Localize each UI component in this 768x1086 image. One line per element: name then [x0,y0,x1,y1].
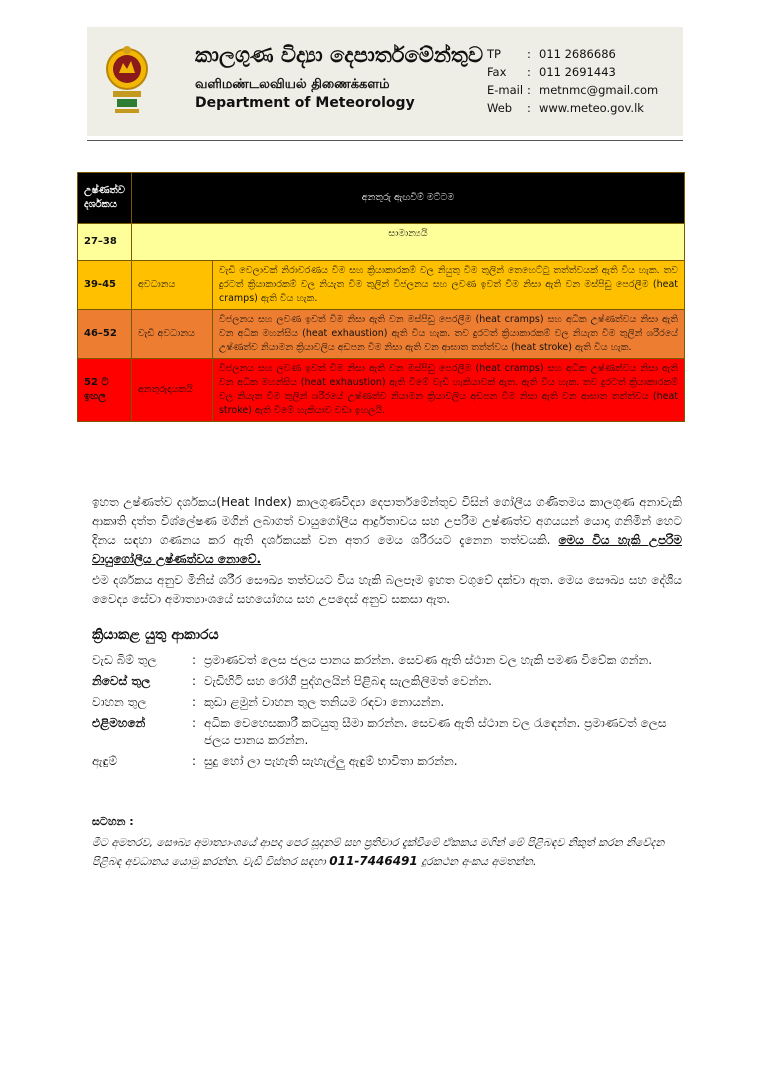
action-key: වාහන තුල [92,695,147,709]
desc-cell: විජලනය සහ ලවණ ඉවත් වීම නිසා ඇති වන මස්පිඩු පෙරලීම (heat cramps) සහ අධික උෂ්ණත්වය නිසා ඇති වන අධික මහන්සිය (heat exhaustion) ඇති වීමේ වැඩි හැකියාවක් ඇත. ඇති විය හැක. තව දුරටත් ක්‍රියාකාරකම් වල නියැත වීම තුලින් ශරීරයේ උෂ්ණත්ව නියාමන ක්‍රියාවලිය අඩපන වීම නිසා ඇති වන ආඝාත තත්ත්වය (heat stroke) ඇති වීමේ හැකියාව වඩා ඉහලයි. [212,359,684,422]
level-cell: වැඩි අවධානය [131,310,212,359]
heat-index-explanation [92,493,682,569]
email-link[interactable]: metnmc@gmail.com [539,83,659,97]
contact-label: E-mail [487,83,524,97]
government-emblem-icon [105,39,149,117]
list-item: එළිමහනේ : අධික වෙහෙසකාරී කටයුතු සීමා කරන්න. සෙවණ ඇති ස්ථාන වල රැඳෙන්න. ප්‍රමාණවත් ලෙස ජලය පානය කරන්න. [92,715,682,749]
range-cell: 27–38 [78,224,132,261]
list-item: නිවෙස් තුල : වැඩිහිටි සහ රෝගී පුද්ගලයින් පිළිබඳ සැලකිලිමත් වෙන්න. [92,673,682,690]
website-link[interactable]: www.meteo.gov.lk [539,101,644,115]
table-row [78,359,685,422]
contact-row: Web : www.meteo.gov.lk [487,101,644,115]
table-header-row [78,173,685,224]
action-key: එළිමහනේ [92,716,146,730]
action-text: කුඩා ළමුන් වාහන තුල තනියම රඳවා නොයන්න. [204,695,445,709]
action-key: නිවෙස් තුල [92,674,151,688]
contact-label: TP [487,47,501,61]
level-cell: අවධානය [131,261,212,310]
fax-value: 011 2691443 [539,65,616,79]
contact-row: Fax : 011 2691443 [487,65,616,79]
org-name-sinhala: කාලගුණ විද්‍යා දෙපාර්තමේන්තුව [195,43,484,67]
list-item: වැඩ බිම් තුල : ප්‍රමාණවත් ලෙස ජලය පානය කරන්න. සෙවණ ඇති ස්ථාන වල හැකි පමණ විවේක ගන්න. [92,652,682,669]
contact-row: TP : 011 2686686 [487,47,616,61]
contact-block [487,45,658,117]
table-row [78,310,685,359]
table-row [78,261,685,310]
note-text [92,833,682,871]
note-title: සටහන : [92,815,134,828]
contact-label: Web [487,101,513,115]
disclaimer-text: මෙය විය හැකි උපරිම වායුගෝලීය උෂ්ණත්වය නොවේ. [92,533,682,566]
health-impact-paragraph: එම දර්ශකය අනුව මිනිස් ශරීර සෞඛ්‍ය තත්වයට විය හැකි බලපෑම ඉහත වගුවේ දක්වා ඇත. මෙය සෞඛ්‍ය සහ දේශීය වෛද්‍ය සේවා අමාත්‍යාංශයේ සහයෝගය සහ උපදෙස් අනුව සකසා ඇත. [92,573,682,606]
action-text: සුදු හෝ ලා පැහැති සැහැල්ලු ඇඳුම් භාවිතා කරන්න. [204,754,458,768]
action-text: වැඩිහිටි සහ රෝගී පුද්ගලයින් පිළිබඳ සැලකිලිමත් වෙන්න. [204,674,492,688]
action-key: වැඩ බිම් තුල [92,653,157,667]
list-item: ඇඳුම් : සුදු හෝ ලා පැහැති සැහැල්ලු ඇඳුම් භාවිතා කරන්න. [92,753,682,770]
desc-cell: සාමාන්‍යයි [131,224,684,261]
hotline-number: 011-7446491 [329,854,418,868]
contact-label: Fax [487,65,507,79]
col-header-level: අනතුරු ඇඟවීම් මට්ටම [131,173,684,224]
explanation-text: ඉහත උෂ්ණත්ව දර්ශකය(Heat Index) කාලගුණවිද්‍යා දෙපාර්තමේන්තුව විසින් ගෝලීය ගණිතමය කාලගුණ අනාවැකි ආකෘති දත්ත විශ්ලේෂණ මගින් ලබාගත් වායුගෝලීය ආර්ද්‍රතාවය සහ උපරිම උෂ්ණත්ව අගයයන් යොදා ගනිමින් හෙට දිනය සඳහා ගණනය කර ඇති දර්ශකයක් වන අතර මෙය ශරීරයට දැනෙන තත්වයකි. [92,495,682,547]
action-key: ඇඳුම් [92,754,118,768]
range-cell: 46–52 [78,310,132,359]
note-tail: දුරකථන අංකය අමතන්න. [421,855,537,868]
header-divider [87,140,683,141]
action-text: ප්‍රමාණවත් ලෙස ජලය පානය කරන්න. සෙවණ ඇති ස්ථාන වල හැකි පමණ විවේක ගන්න. [204,653,653,667]
desc-cell: විජලනය සහ ලවණ ඉවත් වීම නිසා ඇති වන මස්පිඩු පෙරලීම (heat cramps) සහ අධික උෂ්ණත්වය නිසා ඇති වන අධික මහන්සිය (heat exhaustion) ඇති විය හැක. තව දුරටත් ක්‍රියාකාරකම් වල නියැත වීම තුලින් ශරීරයේ උෂ්ණත්ව නියාමන ක්‍රියාවලිය අඩපන වීම නිසා ඇති වන ආඝාත තත්ත්වය (heat stroke) ඇති විය හැක. [212,310,684,359]
level-cell: අනතුරුදායකයි [131,359,212,422]
col-header-index: උෂ්ණත්ව දර්ශකය [78,173,132,224]
org-name-english: Department of Meteorology [195,95,415,111]
list-item: වාහන තුල : කුඩා ළමුන් වාහන තුල තනියම රඳවා නොයන්න. [92,694,682,711]
org-name-tamil: வளிமண்டலவியல் திணைக்களம் [195,77,390,92]
range-cell: 52 ට ඉහල [78,359,132,422]
contact-row: E-mail : metnmc@gmail.com [487,83,659,97]
note-body: මීට අමතරව, සෞඛ්‍ය අමාත්‍යාංශයේ ආපදා පෙර සූදානම් සහ ප්‍රතිචාර දැක්වීමේ ඒකකය මගින් මේ පිළිබඳව නිකුත් කරන නිවේදන පිළිබඳ අවධානය යොමු කරන්න. වැඩි විස්තර සඳහා [92,836,665,868]
actions-list [92,652,682,774]
action-text: අධික වෙහෙසකාරී කටයුතු සීමා කරන්න. සෙවණ ඇති ස්ථාන වල රැඳෙන්න. ප්‍රමාණවත් ලෙස ජලය පානය කරන්න. [204,716,667,747]
actions-title: ක්‍රියාකළ යුතු ආකාරය [92,627,219,643]
table-row [78,224,685,261]
heat-index-table [77,172,685,422]
desc-cell: වැඩි වෙලාවක් නිරාවරණය වීම සහ ක්‍රියාකාරකම් වල නියුතු වීම තුලින් තෙහෙට්ටු තත්ත්වයක් ඇති විය හැක. තව දුරටත් ක්‍රියාකාරකම් වල නියැත වීම තුලින් විජලනය සහ ලවණ ඉවත් වීම නිසා ඇති වන මස්පිඩු පෙරලීම (heat cramps) ඇති විය හැක. [212,261,684,310]
phone-value: 011 2686686 [539,47,616,61]
letterhead [87,27,683,136]
range-cell: 39-45 [78,261,132,310]
